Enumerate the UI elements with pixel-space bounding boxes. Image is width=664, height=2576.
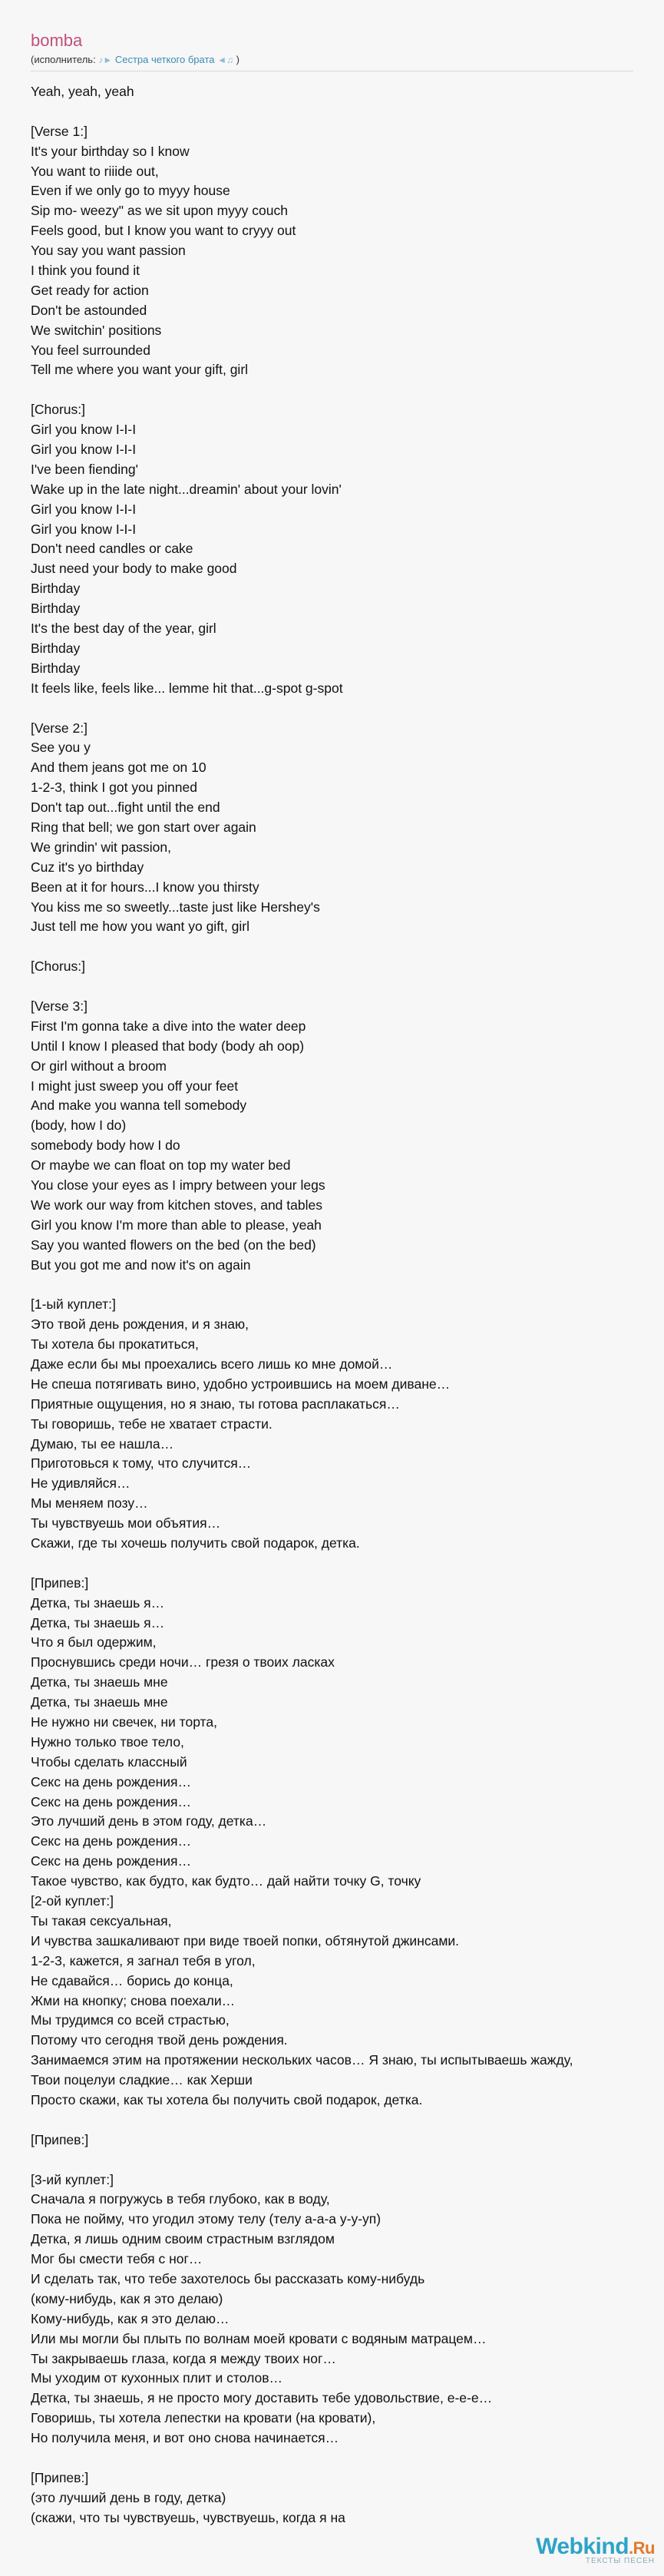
lyrics-line: You kiss me so sweetly...taste just like Hershey's <box>31 899 320 915</box>
lyrics-line: [2-ой куплет:] <box>31 1893 114 1909</box>
lyrics-line: You say you want passion <box>31 243 186 259</box>
lyrics-line: Пока не пойму, что угодил этому телу (телу а-а-а у-у-уп) <box>31 2211 382 2227</box>
lyrics-line: Just tell me how you want yo gift, girl <box>31 919 249 935</box>
lyrics-line: It's your birthday so I know <box>31 143 190 159</box>
lyrics-line: Проснувшись среди ночи… грезя о твоих ласках <box>31 1654 335 1670</box>
lyrics-line: И чувства зашкаливают при виде твоей попки, обтянутой джинсами. <box>31 1932 460 1949</box>
lyrics-line: I've been fiending' <box>31 461 138 477</box>
lyrics-line: Это лучший день в этом году, детка… <box>31 1813 267 1829</box>
lyrics-line: Wake up in the late night...dreamin' about your lovin' <box>31 481 342 497</box>
lyrics-blank-line <box>31 977 633 997</box>
lyrics-line: Детка, я лишь одним своим страстным взглядом <box>31 2231 335 2247</box>
lyrics-line: Это твой день рождения, и я знаю, <box>31 1316 249 1333</box>
lyrics-line: I might just sweep you off your feet <box>31 1078 239 1094</box>
lyrics-line: [Припев:] <box>31 2131 89 2147</box>
lyrics-line: But you got me and now it's on again <box>31 1257 251 1273</box>
lyrics-line: Just need your body to make good <box>31 561 237 577</box>
song-title: bomba <box>31 31 83 50</box>
logo-brand-tld: .Ru <box>629 2538 655 2558</box>
lyrics-line: Детка, ты знаешь я… <box>31 1614 165 1631</box>
lyrics-blank-line <box>31 2449 633 2468</box>
lyrics-line: (body, how I do) <box>31 1117 127 1134</box>
lyrics-line: [1-ый куплет:] <box>31 1296 116 1313</box>
lyrics-line: 1-2-3, think I got you pinned <box>31 780 197 796</box>
lyrics-line: [Припев:] <box>31 2469 89 2485</box>
lyrics-line: somebody body how I do <box>31 1137 180 1154</box>
lyrics-line: Но получила меня, и вот оно снова начинается… <box>31 2430 339 2446</box>
lyrics-line: [Verse 1:] <box>31 123 88 139</box>
lyrics-line: Don't be astounded <box>31 302 147 318</box>
lyrics-line: (это лучший день в году, детка) <box>31 2489 226 2505</box>
lyrics-line: Секс на день рождения… <box>31 1853 192 1869</box>
lyrics-line: Жми на кнопку; снова поехали… <box>31 1992 236 2008</box>
lyrics-line: Мы трудимся со всей страстью, <box>31 2012 230 2028</box>
lyrics-text <box>31 82 633 2528</box>
lyrics-line: Birthday <box>31 640 81 656</box>
lyrics-line: Сначала я погружусь в тебя глубоко, как в воду, <box>31 2191 330 2207</box>
lyrics-line: Просто скажи, как ты хотела бы получить свой подарок, детка. <box>31 2091 423 2107</box>
lyrics-line: Детка, ты знаешь мне <box>31 1674 168 1690</box>
lyrics-line: You feel surrounded <box>31 342 151 358</box>
lyrics-line: Мы уходим от кухонных плит и столов… <box>31 2370 283 2386</box>
lyrics-line: 1-2-3, кажется, я загнал тебя в угол, <box>31 1952 256 1968</box>
lyrics-line: Yeah, yeah, yeah <box>31 84 134 99</box>
lyrics-line: I think you found it <box>31 263 140 279</box>
lyrics-line: Секс на день рождения… <box>31 1793 192 1809</box>
lyrics-line: Or maybe we can float on top my water bed <box>31 1157 291 1174</box>
lyrics-line: Tell me where you want your gift, girl <box>31 362 249 378</box>
lyrics-line: Скажи, где ты хочешь получить свой подарок, детка. <box>31 1535 360 1551</box>
logo-brand <box>536 2534 655 2560</box>
lyrics-line: Занимаемся этим на протяжении нескольких часов… Я знаю, ты испытываешь жажду, <box>31 2052 573 2068</box>
lyrics-line: И сделать так, что тебе захотелось бы рассказать кому-нибудь <box>31 2270 425 2286</box>
performer-suffix: ) <box>236 54 240 65</box>
lyrics-line: Приятные ощущения, но я знаю, ты готова расплакаться… <box>31 1396 400 1412</box>
lyrics-blank-line <box>31 102 633 122</box>
lyrics-line: Girl you know I'm more than able to please, yeah <box>31 1217 322 1233</box>
lyrics-blank-line <box>31 699 633 719</box>
lyrics-line: Girl you know I-I-I <box>31 501 137 517</box>
lyrics-line: Birthday <box>31 660 81 676</box>
lyrics-line: (кому-нибудь, как я это делаю) <box>31 2290 223 2306</box>
lyrics-line: Ты закрываешь глаза, когда я между твоих ног… <box>31 2350 336 2366</box>
lyrics-line: It's the best day of the year, girl <box>31 621 216 637</box>
lyrics-line: Нужно только твое тело, <box>31 1733 184 1750</box>
lyrics-line: Ring that bell; we gon start over again <box>31 819 256 835</box>
lyrics-line: Or girl without a broom <box>31 1058 167 1074</box>
lyrics-line: Girl you know I-I-I <box>31 422 137 438</box>
site-logo[interactable] <box>536 2534 655 2565</box>
lyrics-line: Ты такая сексуальная, <box>31 1912 172 1929</box>
lyrics-line: Don't tap out...fight until the end <box>31 800 220 816</box>
lyrics-line: Girl you know I-I-I <box>31 442 137 458</box>
lyrics-line: Твои поцелуи сладкие… как Херши <box>31 2072 253 2088</box>
lyrics-line: Ты чувствуешь мои объятия… <box>31 1515 221 1531</box>
performer-line <box>31 54 633 66</box>
lyrics-line: Cuz it's yo birthday <box>31 859 144 875</box>
lyrics-line: Не нужно ни свечек, ни торта, <box>31 1714 217 1730</box>
music-note-icon: ♪► <box>98 55 113 65</box>
lyrics-line: [Chorus:] <box>31 959 85 975</box>
lyrics-blank-line <box>31 2151 633 2170</box>
lyrics-blank-line <box>31 1554 633 1574</box>
lyrics-blank-line <box>31 2111 633 2131</box>
lyrics-line: Не сдавайся… борись до конца, <box>31 1972 233 1988</box>
lyrics-line: Even if we only go to myyy house <box>31 183 230 199</box>
performer-link[interactable]: Сестра четкого брата <box>114 54 215 65</box>
lyrics-line: Чтобы сделать классный <box>31 1753 187 1770</box>
lyrics-line: Get ready for action <box>31 282 149 298</box>
lyrics-line: Думаю, ты ее нашла… <box>31 1435 174 1452</box>
lyrics-line: See you y <box>31 740 91 756</box>
lyrics-line: We switchin' positions <box>31 322 162 338</box>
performer-prefix: (исполнитель: <box>31 54 96 65</box>
lyrics-blank-line <box>31 380 633 400</box>
lyrics-line: You want to riiide out, <box>31 163 159 179</box>
lyrics-line: Детка, ты знаешь я… <box>31 1594 165 1611</box>
lyrics-line: Секс на день рождения… <box>31 1773 192 1790</box>
lyrics-line: Birthday <box>31 581 81 597</box>
lyrics-line: Секс на день рождения… <box>31 1833 192 1849</box>
lyrics-line: Until I know I pleased that body (body ah oop) <box>31 1038 305 1054</box>
lyrics-line: Детка, ты знаешь, я не просто могу доставить тебе удовольствие, е-е-е… <box>31 2390 493 2406</box>
lyrics-line: Не удивляйся… <box>31 1475 130 1492</box>
lyrics-line: Been at it for hours...I know you thirsty <box>31 879 259 895</box>
lyrics-line: You close your eyes as I impry between your legs <box>31 1177 325 1193</box>
logo-tagline: ТЕКСТЫ ПЕСЕН <box>585 2557 655 2565</box>
lyrics-blank-line <box>31 1275 633 1295</box>
lyrics-line: Girl you know I-I-I <box>31 521 137 537</box>
lyrics-line: We work our way from kitchen stoves, and tables <box>31 1197 322 1213</box>
lyrics-line: Don't need candles or cake <box>31 541 193 557</box>
lyrics-line: Мог бы смести тебя с ног… <box>31 2251 203 2267</box>
lyrics-line: Что я был одержим, <box>31 1634 157 1651</box>
lyrics-line: Birthday <box>31 601 81 617</box>
lyrics-line: And them jeans got me on 10 <box>31 760 206 776</box>
lyrics-line: [Verse 2:] <box>31 720 88 736</box>
lyrics-line: Приготовься к тому, что случится… <box>31 1455 252 1472</box>
lyrics-line: First I'm gonna take a dive into the water deep <box>31 1018 306 1034</box>
lyrics-line: Говоришь, ты хотела лепестки на кровати (на кровати), <box>31 2410 376 2426</box>
lyrics-line: Такое чувство, как будто, как будто… дай найти точку G, точку <box>31 1873 421 1889</box>
lyrics-line: Say you wanted flowers on the bed (on the bed) <box>31 1237 316 1253</box>
lyrics-line: It feels like, feels like... lemme hit that...g-spot g-spot <box>31 680 343 696</box>
speaker-icon: ◄♫ <box>217 55 234 65</box>
lyrics-line: Или мы могли бы плыть по волнам моей кровати с водяным матрацем… <box>31 2330 487 2346</box>
lyrics-line: Не спеша потягивать вино, удобно устроившись на моем диване… <box>31 1376 451 1392</box>
lyrics-line: Даже если бы мы проехались всего лишь ко мне домой… <box>31 1356 393 1372</box>
lyrics-line: Feels good, but I know you want to cryyy out <box>31 223 296 239</box>
lyrics-line: And make you wanna tell somebody <box>31 1098 247 1114</box>
lyrics-line: [Verse 3:] <box>31 998 88 1014</box>
lyrics-line: Потому что сегодня твой день рождения. <box>31 2032 288 2048</box>
lyrics-blank-line <box>31 937 633 957</box>
lyrics-line: We grindin' wit passion, <box>31 839 171 855</box>
lyrics-line: Детка, ты знаешь мне <box>31 1694 168 1710</box>
lyrics-line: [Chorus:] <box>31 402 85 418</box>
lyrics-line: Sip mo- weezy" as we sit upon myyy couch <box>31 203 288 219</box>
lyrics-line: Кому-нибудь, как я это делаю… <box>31 2310 230 2326</box>
lyrics-line: [3-ий куплет:] <box>31 2171 114 2187</box>
logo-brand-main: Webkind <box>536 2534 629 2559</box>
lyrics-line: Ты говоришь, тебе не хватает страсти. <box>31 1415 273 1432</box>
lyrics-line: Мы меняем позу… <box>31 1495 148 1511</box>
lyrics-line: [Припев:] <box>31 1574 89 1591</box>
lyrics-line: (скажи, что ты чувствуешь, чувствуешь, когда я на <box>31 2509 345 2525</box>
lyrics-line: Ты хотела бы прокатиться, <box>31 1336 199 1353</box>
